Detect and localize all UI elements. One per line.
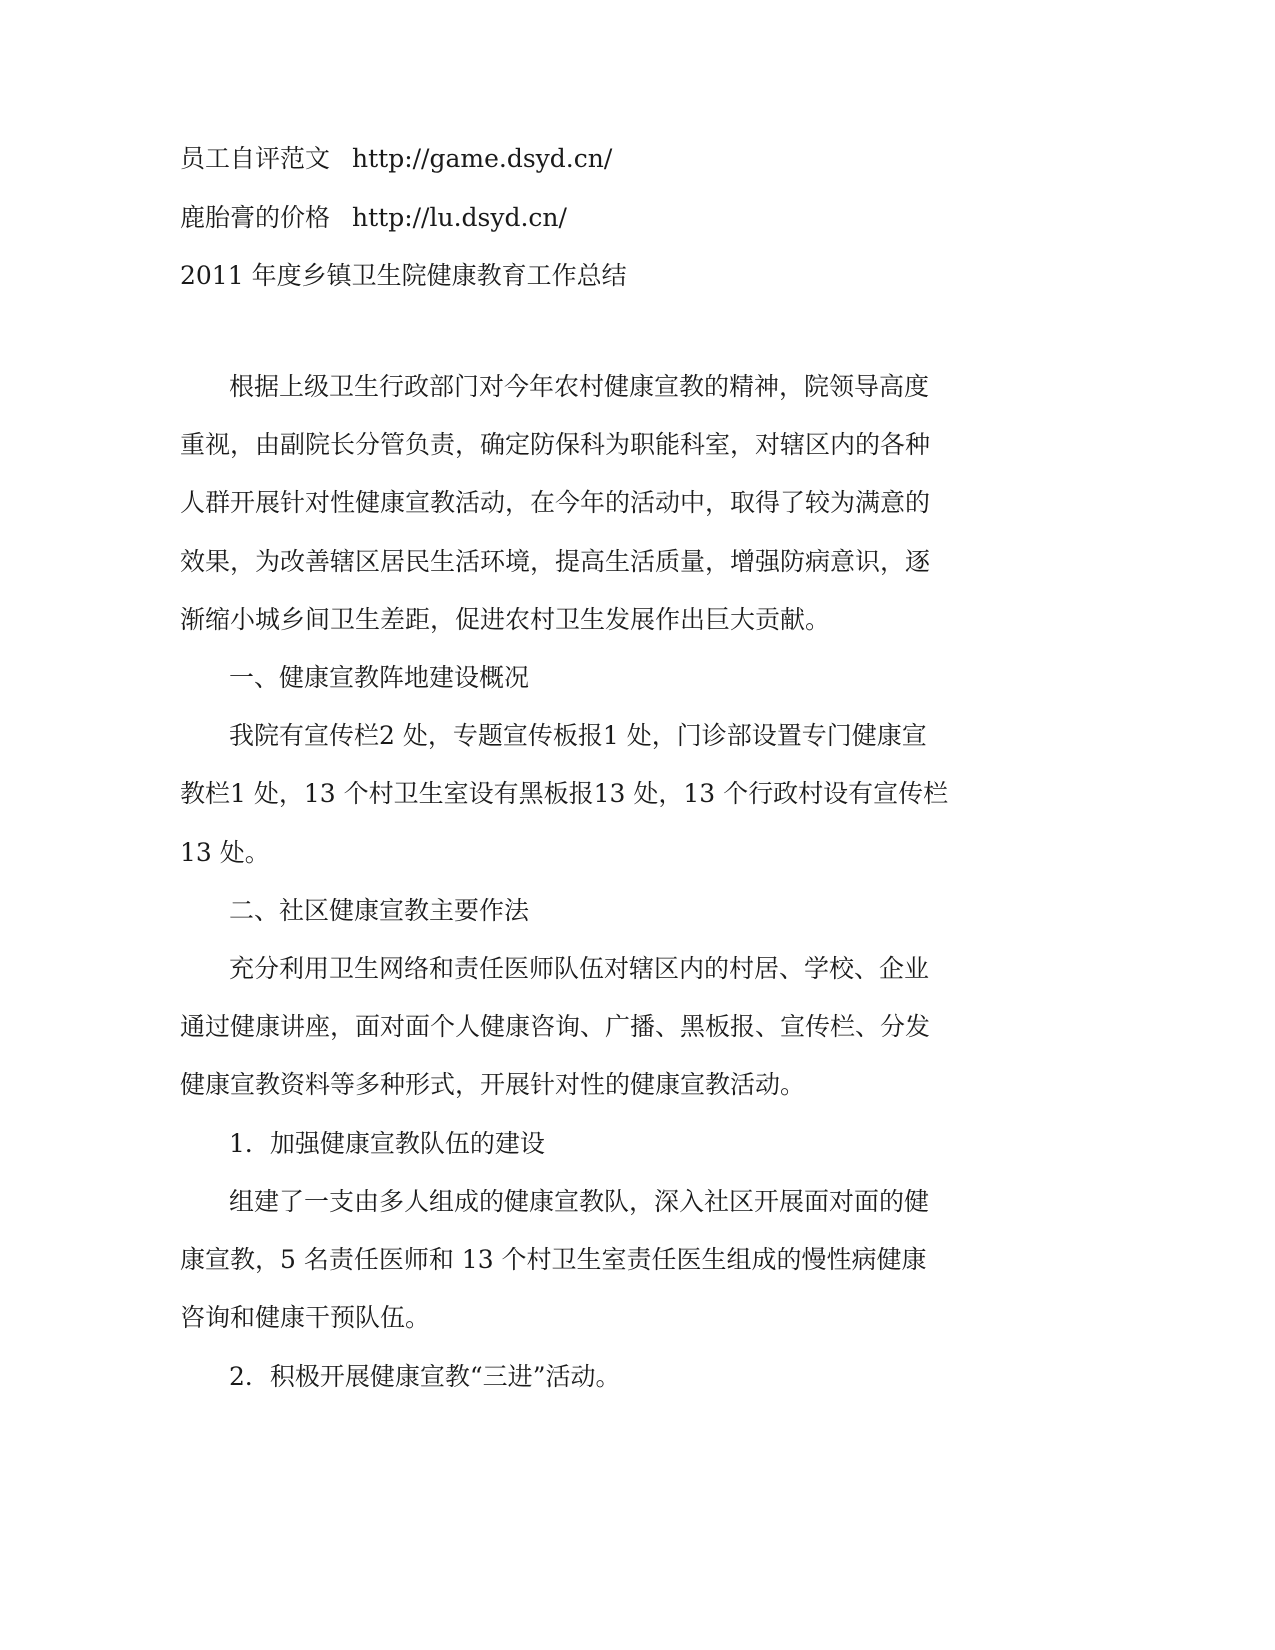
document-title: 2011 年度乡镇卫生院健康教育工作总结 <box>180 261 627 290</box>
body-line-17: 咨询和健康干预队伍。 <box>180 1303 431 1332</box>
body-line-9: 13 处。 <box>180 838 270 867</box>
header-link-url-1[interactable]: http://game.dsyd.cn/ <box>352 144 613 173</box>
body-line-1: 根据上级卫生行政部门对今年农村健康宣教的精神，院领导高度 <box>229 372 930 401</box>
body-line-3: 人群开展针对性健康宣教活动，在今年的活动中，取得了较为满意的 <box>180 488 931 517</box>
subsection-heading-1: 1．加强健康宣教队伍的建设 <box>229 1129 545 1158</box>
section-heading-2: 二、社区健康宣教主要作法 <box>229 896 530 925</box>
body-line-15: 组建了一支由多人组成的健康宣教队，深入社区开展面对面的健 <box>229 1187 930 1216</box>
body-line-11: 充分利用卫生网络和责任医师队伍对辖区内的村居、学校、企业 <box>229 954 930 983</box>
header-link-row-2 <box>180 201 567 235</box>
body-line-4: 效果，为改善辖区居民生活环境，提高生活质量，增强防病意识，逐 <box>180 547 931 576</box>
body-line-13: 健康宣教资料等多种形式，开展针对性的健康宣教活动。 <box>180 1070 806 1099</box>
body-line-7: 我院有宣传栏2 处，专题宣传板报1 处，门诊部设置专门健康宣 <box>229 721 927 750</box>
subsection-heading-2: 2．积极开展健康宣教“三进”活动。 <box>229 1362 621 1391</box>
section-heading-1: 一、健康宣教阵地建设概况 <box>229 663 530 692</box>
header-link-url-2[interactable]: http://lu.dsyd.cn/ <box>352 203 567 232</box>
body-line-8: 教栏1 处，13 个村卫生室设有黑板报13 处，13 个行政村设有宣传栏 <box>180 779 949 808</box>
body-line-2: 重视，由副院长分管负责，确定防保科为职能科室，对辖区内的各种 <box>180 430 931 459</box>
header-link-label-2: 鹿胎膏的价格 <box>180 203 331 232</box>
header-link-row-1 <box>180 142 612 176</box>
body-line-12: 通过健康讲座，面对面个人健康咨询、广播、黑板报、宣传栏、分发 <box>180 1012 931 1041</box>
header-link-label-1: 员工自评范文 <box>180 144 331 173</box>
body-line-5: 渐缩小城乡间卫生差距，促进农村卫生发展作出巨大贡献。 <box>180 605 831 634</box>
body-line-16: 康宣教，5 名责任医师和 13 个村卫生室责任医生组成的慢性病健康 <box>180 1245 927 1274</box>
